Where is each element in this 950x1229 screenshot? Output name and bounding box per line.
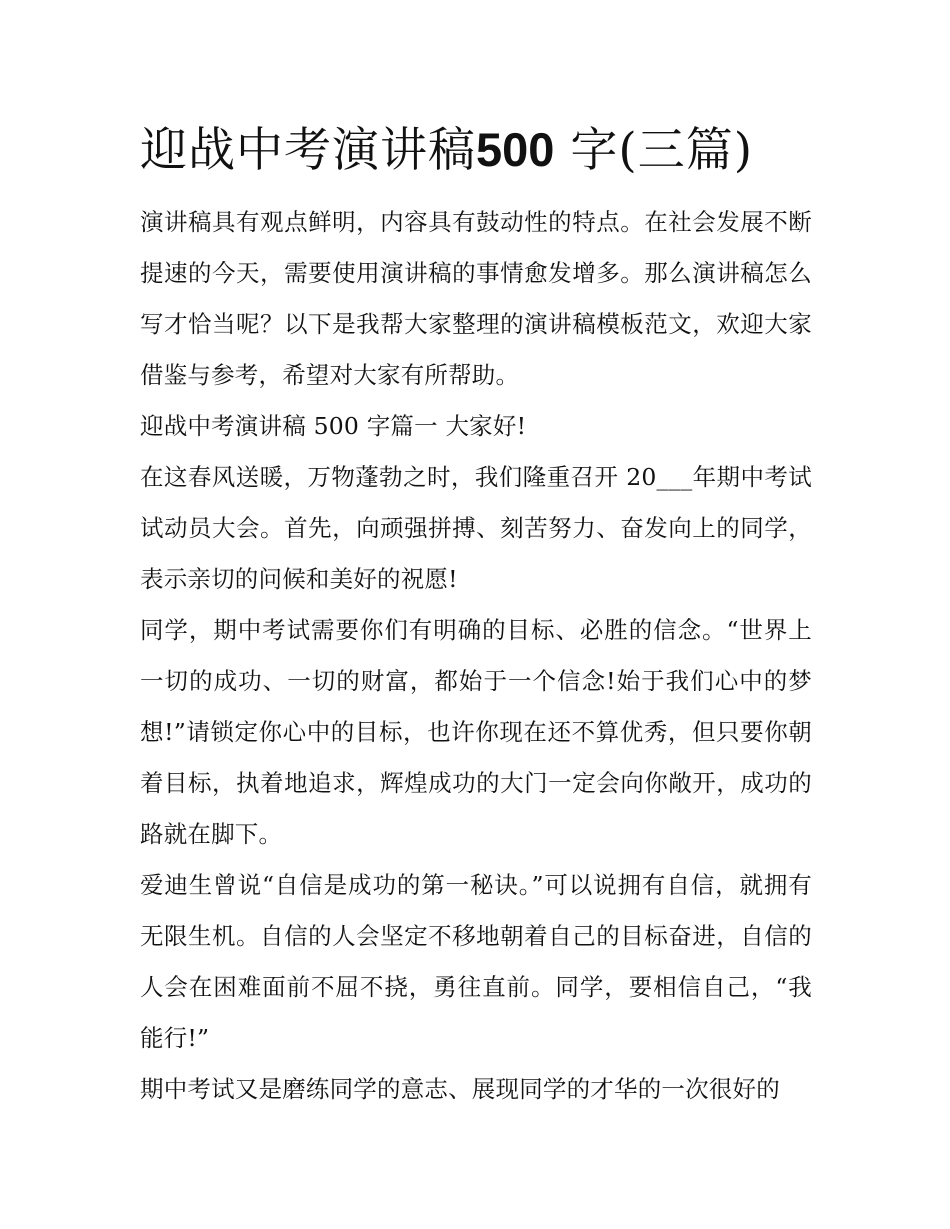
body-paragraph: 在这春风送暖，万物蓬勃之时，我们隆重召开 20___年期中考试试动员大会。首先，向顽强拼搏、刻苦努力、奋发向上的同学，表示亲切的问候和美好的祝愿! [140, 463, 812, 593]
document-title [140, 118, 812, 183]
intro-paragraph: 演讲稿具有观点鲜明，内容具有鼓动性的特点。在社会发展不断提速的今天，需要使用演讲稿的事情愈发增多。那么演讲稿怎么写才恰当呢？以下是我帮大家整理的演讲稿模板范文，欢迎大家借鉴与参考，希望对大家有所帮助。 [140, 208, 812, 389]
body-paragraph: 同学，期中考试需要你们有明确的目标、必胜的信念。“世界上一切的成功、一切的财富，都始于一个信念!始于我们心中的梦想!”请锁定你心中的目标，也许你现在还不算优秀，但只要你朝着目标，执着地追求，辉煌成功的大门一定会向你敞开，成功的路就在脚下。 [140, 616, 812, 848]
document-content [140, 118, 812, 1115]
title-prefix: 迎战中考演讲稿 [140, 123, 476, 178]
body-paragraph: 爱迪生曾说“自信是成功的第一秘诀。”可以说拥有自信，就拥有无限生机。自信的人会坚定不移地朝着自己的目标奋进，自信的人会在困难面前不屈不挠，勇往直前。同学，要相信自己，“我能行!” [140, 871, 812, 1052]
section-heading-paragraph: 迎战中考演讲稿 500 字篇一 大家好! [140, 412, 527, 440]
title-number: 500 [476, 123, 555, 176]
body-paragraph: 期中考试又是磨练同学的意志、展现同学的才华的一次很好的 [140, 1075, 780, 1103]
title-suffix: 字(三篇) [554, 123, 754, 178]
